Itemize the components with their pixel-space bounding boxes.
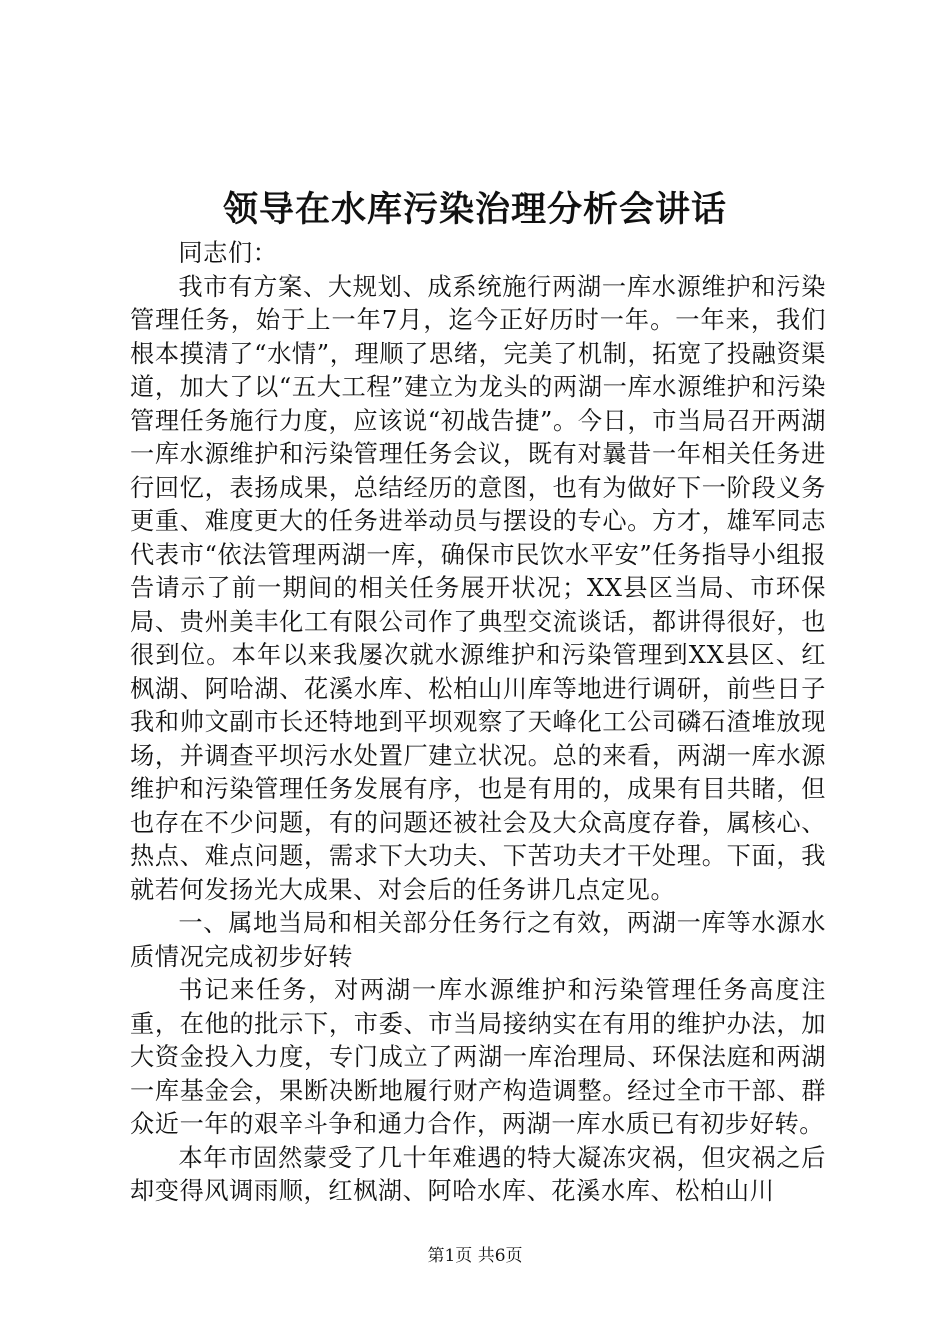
salutation-paragraph: 同志们： — [178, 239, 278, 267]
body-paragraph: 本年市固然蒙受了几十年难遇的特大凝冻灾祸，但灾祸之后却变得风调雨顺，红枫湖、阿哈水库、花溪水库、松柏山川 — [130, 1143, 826, 1205]
body-paragraph: 书记来任务，对两湖一库水源维护和污染管理任务高度注重，在他的批示下，市委、市当局接纳实在有用的维护办法，加大资金投入力度，专门成立了两湖一库治理局、环保法庭和两湖一库基金会，果断决断地履行财产构造调整。经过全市干部、群众近一年的艰辛斗争和通力合作，两湖一库水质已有初步好转。 — [130, 976, 826, 1138]
document-body — [130, 237, 826, 1209]
intro-paragraph: 我市有方案、大规划、成系统施行两湖一库水源维护和污染管理任务，始于上一年7月，迄今正好历时一年。一年来，我们根本摸清了“水情”，理顺了思绪，完美了机制，拓宽了投融资渠道，加大了以“五大工程”建立为龙头的两湖一库水源维护和污染管理任务施行力度，应该说“初战告捷”。今日，市当局召开两湖一库水源维护和污染管理任务会议，既有对曩昔一年相关任务进行回忆，表扬成果，总结经历的意图，也有为做好下一阶段义务更重、难度更大的任务进举动员与摆设的专心。方才，雄军同志代表市“依法管理两湖一库，确保市民饮水平安”任务指导小组报告请示了前一期间的相关任务展开状况；XX县区当局、市环保局、贵州美丰化工有限公司作了典型交流谈话，都讲得很好，也很到位。本年以来我屡次就水源维护和污染管理到XX县区、红枫湖、阿哈湖、花溪水库、松柏山川库等地进行调研，前些日子我和帅文副市长还特地到平坝观察了天峰化工公司磷石渣堆放现场，并调查平坝污水处置厂建立状况。总的来看，两湖一库水源维护和污染管理任务发展有序，也是有用的，成果有目共睹，但也存在不少问题，有的问题还被社会及大众高度存眷，属核心、热点、难点问题，需求下大功夫、下苦功夫才干处理。下面，我就若何发扬光大成果、对会后的任务讲几点定见。 — [130, 272, 826, 904]
section-heading: 一、属地当局和相关部分任务行之有效，两湖一库等水源水质情况完成初步好转 — [130, 909, 826, 971]
document-title: 领导在水库污染治理分析会讲话 — [222, 189, 727, 230]
page-number: 第1页 共6页 — [427, 1246, 523, 1266]
